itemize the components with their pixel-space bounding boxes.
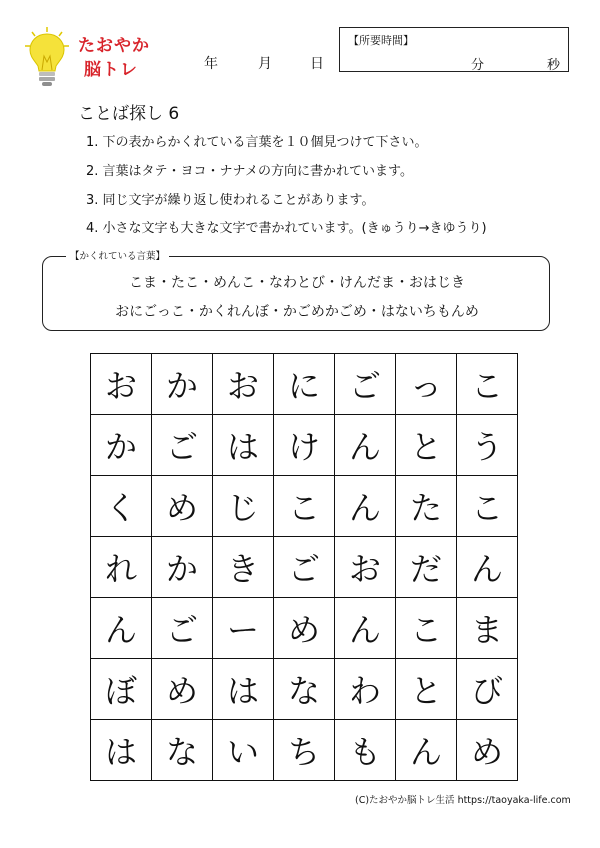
grid-cell[interactable]: こ bbox=[457, 354, 518, 415]
grid-cell[interactable]: か bbox=[152, 354, 213, 415]
hidden-words-box bbox=[42, 256, 550, 331]
instruction-1: 1. 下の表からかくれている言葉を１０個見つけて下さい。 bbox=[86, 135, 428, 150]
brand-name-line1: たおやか bbox=[78, 36, 150, 56]
time-box-label: 【所要時間】 bbox=[348, 34, 414, 47]
grid-cell[interactable]: め bbox=[274, 598, 335, 659]
grid-cell[interactable]: な bbox=[152, 720, 213, 781]
grid-cell[interactable]: ご bbox=[152, 598, 213, 659]
logo bbox=[24, 24, 154, 84]
seconds-label: 秒 bbox=[547, 58, 561, 73]
grid-cell[interactable]: じ bbox=[213, 476, 274, 537]
grid-cell[interactable]: め bbox=[152, 659, 213, 720]
grid-cell[interactable]: め bbox=[457, 720, 518, 781]
brand-name-line2: 脳トレ bbox=[84, 60, 138, 80]
grid-cell[interactable]: お bbox=[335, 537, 396, 598]
grid-cell[interactable]: び bbox=[457, 659, 518, 720]
grid-cell[interactable]: だ bbox=[396, 537, 457, 598]
grid-row bbox=[91, 598, 518, 659]
grid-cell[interactable]: ん bbox=[335, 476, 396, 537]
grid-cell[interactable]: ぼ bbox=[91, 659, 152, 720]
grid-cell[interactable]: ん bbox=[335, 415, 396, 476]
grid-cell[interactable]: ん bbox=[457, 537, 518, 598]
grid-cell[interactable]: き bbox=[213, 537, 274, 598]
grid-cell[interactable]: ん bbox=[396, 720, 457, 781]
date-month-label: 月 bbox=[258, 56, 272, 72]
grid-cell[interactable]: わ bbox=[335, 659, 396, 720]
grid-cell[interactable]: ご bbox=[335, 354, 396, 415]
grid-cell[interactable]: く bbox=[91, 476, 152, 537]
grid-cell[interactable]: ご bbox=[152, 415, 213, 476]
hidden-words-line-2: おにごっこ・かくれんぼ・かごめかごめ・はないちもんめ bbox=[115, 304, 479, 320]
grid-cell[interactable]: ー bbox=[213, 598, 274, 659]
grid-cell[interactable]: は bbox=[213, 659, 274, 720]
grid-row bbox=[91, 537, 518, 598]
grid-cell[interactable]: ご bbox=[274, 537, 335, 598]
grid-cell[interactable]: お bbox=[91, 354, 152, 415]
lightbulb-icon bbox=[24, 26, 70, 88]
grid-cell[interactable]: お bbox=[213, 354, 274, 415]
grid-cell[interactable]: と bbox=[396, 659, 457, 720]
grid-cell[interactable]: こ bbox=[457, 476, 518, 537]
grid-cell[interactable]: ん bbox=[91, 598, 152, 659]
grid-cell[interactable]: に bbox=[274, 354, 335, 415]
grid-row bbox=[91, 659, 518, 720]
date-year-label: 年 bbox=[204, 56, 218, 72]
grid-cell[interactable]: こ bbox=[396, 598, 457, 659]
grid-cell[interactable]: は bbox=[213, 415, 274, 476]
grid-row bbox=[91, 354, 518, 415]
grid-cell[interactable]: ち bbox=[274, 720, 335, 781]
date-day-label: 日 bbox=[310, 56, 324, 72]
minutes-label: 分 bbox=[471, 58, 485, 73]
grid-cell[interactable]: ま bbox=[457, 598, 518, 659]
grid-cell[interactable]: は bbox=[91, 720, 152, 781]
hidden-words-line-1: こま・たこ・めんこ・なわとび・けんだま・おはじき bbox=[129, 275, 465, 291]
instruction-3: 3. 同じ文字が繰り返し使われることがあります。 bbox=[86, 193, 375, 208]
instruction-4: 4. 小さな文字も大きな文字で書かれています。(きゅうり→きゆうり) bbox=[86, 221, 487, 236]
grid-row bbox=[91, 720, 518, 781]
grid-cell[interactable]: ん bbox=[335, 598, 396, 659]
grid-cell[interactable]: っ bbox=[396, 354, 457, 415]
grid-cell[interactable]: も bbox=[335, 720, 396, 781]
grid-row bbox=[91, 476, 518, 537]
grid-cell[interactable]: た bbox=[396, 476, 457, 537]
grid-cell[interactable]: と bbox=[396, 415, 457, 476]
grid-cell[interactable]: な bbox=[274, 659, 335, 720]
grid-cell[interactable]: け bbox=[274, 415, 335, 476]
grid-cell[interactable]: う bbox=[457, 415, 518, 476]
grid-cell[interactable]: め bbox=[152, 476, 213, 537]
grid-cell[interactable]: か bbox=[91, 415, 152, 476]
instruction-2: 2. 言葉はタテ・ヨコ・ナナメの方向に書かれています。 bbox=[86, 164, 413, 179]
grid-cell[interactable]: こ bbox=[274, 476, 335, 537]
grid-cell[interactable]: れ bbox=[91, 537, 152, 598]
footer-copyright: (C)たおやか脳トレ生活 https://taoyaka-life.com bbox=[355, 795, 571, 806]
word-search-grid bbox=[90, 353, 518, 781]
hidden-words-label: 【かくれている言葉】 bbox=[66, 248, 169, 262]
page-title: ことば探し 6 bbox=[78, 104, 180, 124]
grid-row bbox=[91, 415, 518, 476]
grid-cell[interactable]: か bbox=[152, 537, 213, 598]
time-box bbox=[339, 27, 569, 72]
grid-cell[interactable]: い bbox=[213, 720, 274, 781]
